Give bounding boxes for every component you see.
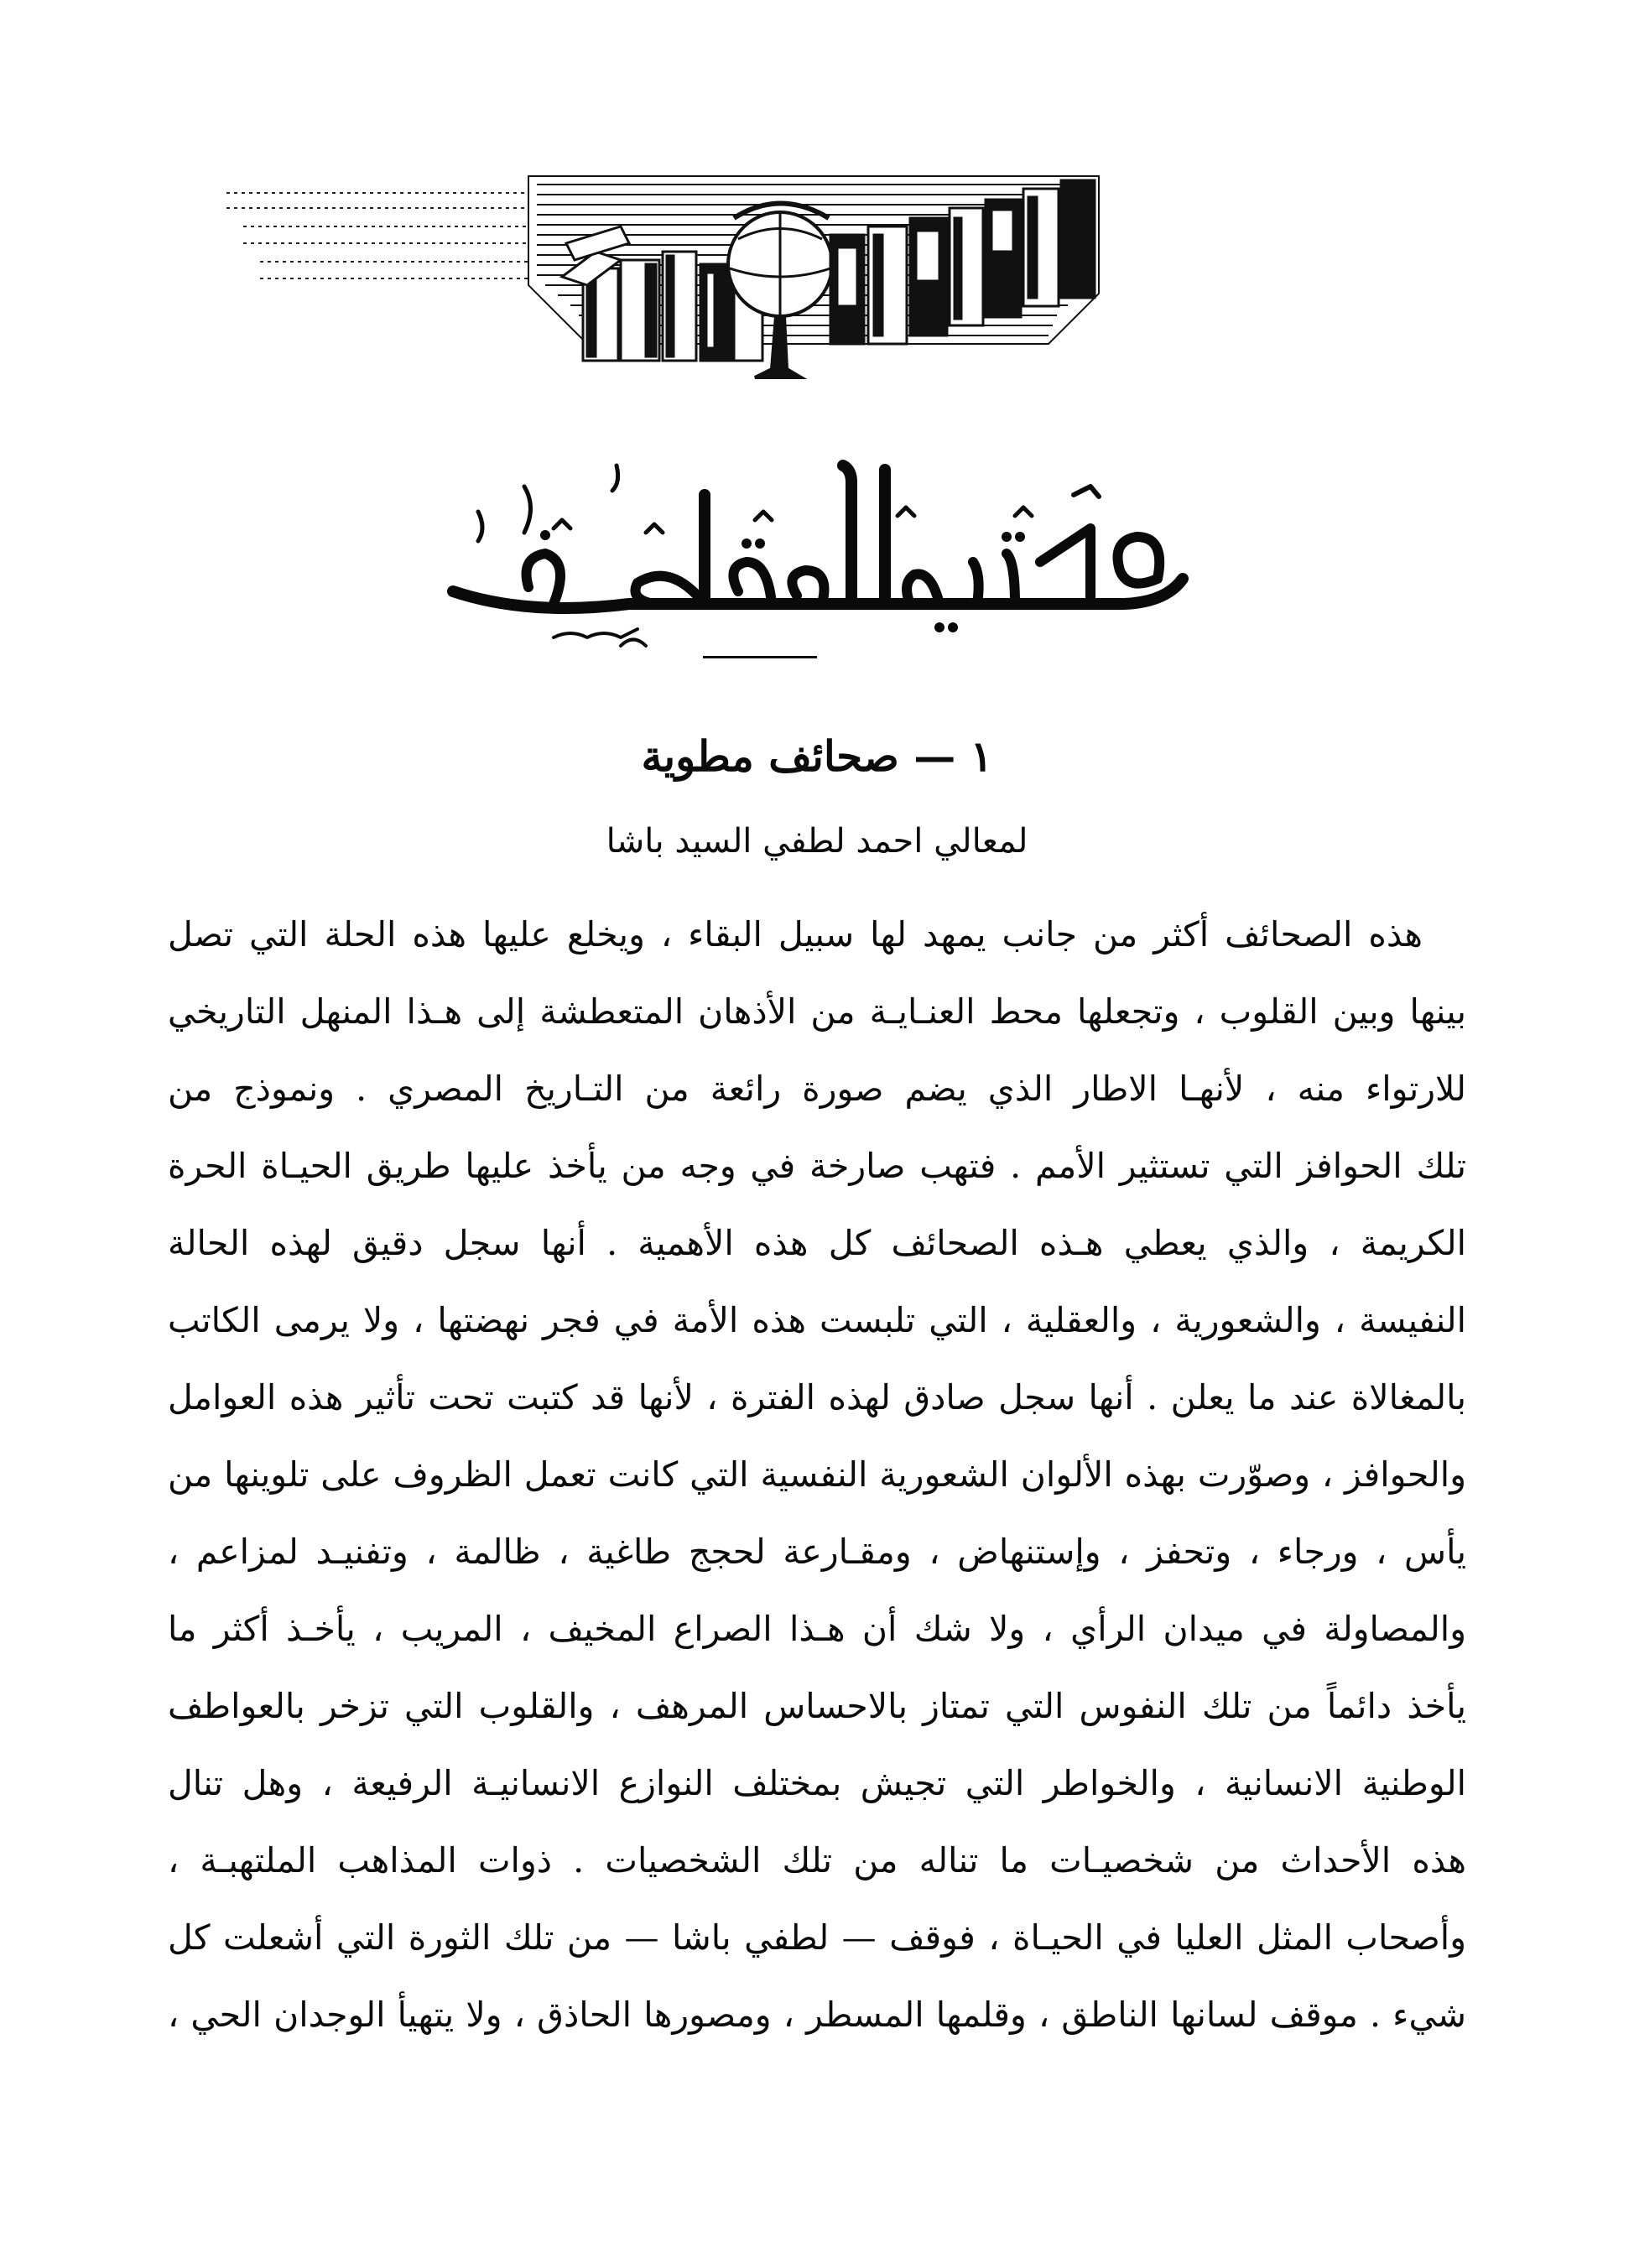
text-line: يأخذ دائماً من تلك النفوس التي تمتاز بالاحساس المرهف ، والقلوب التي تزخر بالعواطف (168, 1686, 1466, 1726)
text-line: الكريمة ، والذي يعطي هـذه الصحائف كل هذه الأهمية . أنها سجل دقيق لهذه الحالة (168, 1223, 1466, 1263)
text-line: تلك الحوافز التي تستثير الأمم . فتهب صارخة في وجه من يأخذ عليها طريق الحيـاة الحرة (168, 1146, 1466, 1186)
text-line: هذه الأحداث من شخصيـات ما تناله من تلك الشخصيات . ذوات المذاهب الملتهبـة ، (168, 1840, 1466, 1880)
text-line: هذه الصحائف أكثر من جانب يمهد لها سبيل البقاء ، ويخلع عليها هذه الحلة التي تصل (168, 914, 1423, 955)
text-line: بالمغالاة عند ما يعلن . أنها سجل صادق لهذه الفترة ، لأنها قد كتبت تحت تأثير هذه العوامل (168, 1377, 1466, 1418)
chapter-title: ١ — صحائف مطوية (641, 731, 993, 781)
text-line: والمصاولة في ميدان الرأي ، ولا شك أن هـذا الصراع المخيف ، المريب ، يأخـذ أكثر ما (168, 1609, 1466, 1649)
text-line: شيء . موقف لسانها الناطق ، وقلمها المسطر ، ومصورها الحاذق ، ولا يتهيأ الوجدان الحي ، (168, 1995, 1466, 2035)
text-line: الوطنية الانسانية ، والخواطر التي تجيش بمختلف النوازع الانسانيـة الرفيعة ، وهل تنال (168, 1763, 1466, 1803)
article-body (168, 896, 1466, 2053)
author-byline: لمعالي احمد لطفي السيد باشا (606, 822, 1028, 861)
text-line: يأس ، ورجاء ، وتحفز ، وإستنهاض ، ومقـارعة لحجج طاغية ، ظالمة ، وتفنيـد لمزاعم ، (168, 1532, 1466, 1572)
section-divider (703, 656, 817, 658)
al-muqtataf-library-logo (428, 436, 1225, 654)
text-line: للارتواء منه ، لأنهـا الاطار الذي يضم صورة رائعة من التـاريخ المصري . ونموذج من (168, 1069, 1466, 1109)
text-line: النفيسة ، والشعورية ، والعقلية ، التي تلبست هذه الأمة في فجر نهضتها ، ولا يرمى الكاتب (168, 1300, 1466, 1340)
books-globe-illustration (226, 168, 1132, 403)
text-line: والحوافز ، وصوّرت بهذه الألوان الشعورية النفسية التي كانت تعمل الظروف على تلوينها من (168, 1454, 1466, 1495)
text-line: وأصحاب المثل العليا في الحيـاة ، فوقف — لطفي باشا — من تلك الثورة التي أشعلت كل (168, 1917, 1466, 1958)
text-line: بينها وبين القلوب ، وتجعلها محط العنـايـة من الأذهان المتعطشة إلى هـذا المنهل التاريخي (168, 991, 1466, 1032)
